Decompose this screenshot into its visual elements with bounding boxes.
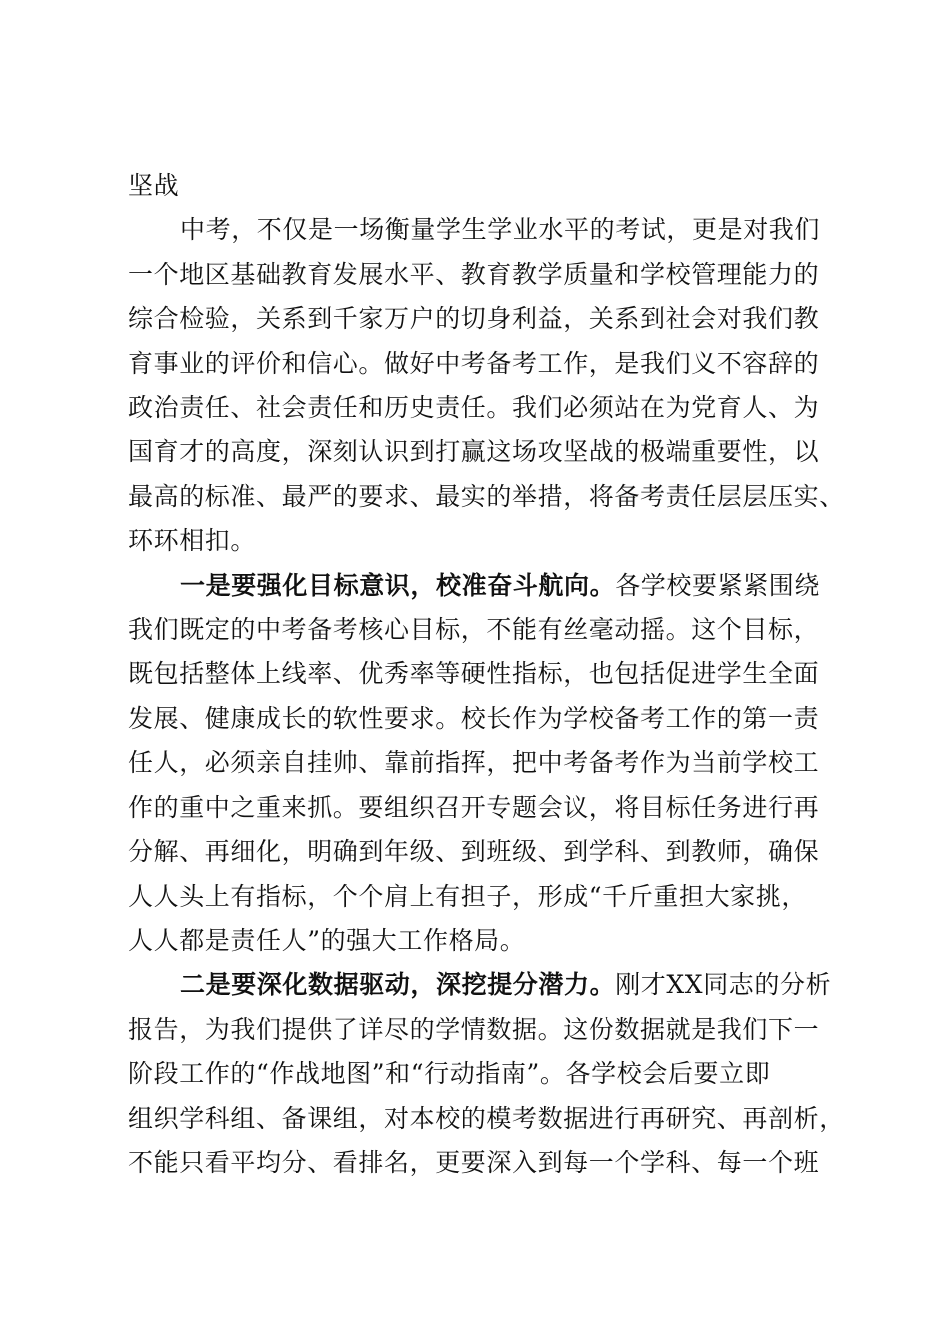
- point-heading: 二是要深化数据驱动，深挖提分潜力。: [180, 970, 616, 1000]
- text-line: 一个地区基础教育发展水平、教育教学质量和学校管理能力的: [128, 259, 820, 289]
- text-line: 最高的标准、最严的要求、最实的举措，将备考责任层层压实、: [128, 481, 845, 511]
- text-line: 政治责任、社会责任和历史责任。我们必须站在为党育人、为: [128, 393, 820, 423]
- text-line: 任人，必须亲自挂帅、靠前指挥，把中考备考作为当前学校工: [128, 748, 820, 778]
- text-line: 育事业的评价和信心。做好中考备考工作，是我们义不容辞的: [128, 348, 820, 378]
- paragraph-point-one: [128, 564, 838, 964]
- text-line-lead: [128, 963, 838, 1007]
- text-line: 组织学科组、备课组，对本校的模考数据进行再研究、再剖析，: [128, 1103, 845, 1133]
- text-line: 报告，为我们提供了详尽的学情数据。这份数据就是我们下一: [128, 1014, 820, 1044]
- paragraph-continuation: [128, 164, 838, 208]
- paragraph-intro: [128, 208, 845, 563]
- point-text: 各学校要紧紧围绕: [615, 570, 821, 600]
- paragraph-point-two: [128, 963, 845, 1185]
- text-line: 中考，不仅是一场衡量学生学业水平的考试，更是对我们: [180, 215, 821, 245]
- text-line: 坚战: [128, 171, 180, 200]
- text-line: 我们既定的中考备考核心目标，不能有丝毫动摇。这个目标，: [128, 615, 820, 645]
- text-line: 分解、再细化，明确到年级、到班级、到学科、到教师，确保: [128, 837, 820, 867]
- text-line: 发展、健康成长的软性要求。校长作为学校备考工作的第一责: [128, 703, 820, 733]
- text-line: 不能只看平均分、看排名，更要深入到每一个学科、每一个班: [128, 1147, 820, 1177]
- text-line: 人人头上有指标，个个肩上有担子，形成“千斤重担大家挑，: [128, 881, 807, 911]
- text-line: 阶段工作的“作战地图”和“行动指南”。各学校会后要立即: [128, 1059, 771, 1089]
- text-line: 环环相扣。: [128, 526, 257, 556]
- text-line: 综合检验，关系到千家万户的切身利益，关系到社会对我们教: [128, 304, 820, 334]
- text-line: 既包括整体上线率、优秀率等硬性指标，也包括促进学生全面: [128, 659, 820, 689]
- point-heading: 一是要强化目标意识，校准奋斗航向。: [180, 570, 616, 600]
- text-line-lead: [128, 564, 838, 608]
- document-body: [128, 164, 845, 1185]
- text-line: 人人都是责任人”的强大工作格局。: [128, 925, 526, 955]
- text-line: 国育才的高度，深刻认识到打赢这场攻坚战的极端重要性，以: [128, 437, 820, 467]
- point-text: 刚才XX同志的分析: [615, 970, 832, 1000]
- text-line: 作的重中之重来抓。要组织召开专题会议，将目标任务进行再: [128, 792, 820, 822]
